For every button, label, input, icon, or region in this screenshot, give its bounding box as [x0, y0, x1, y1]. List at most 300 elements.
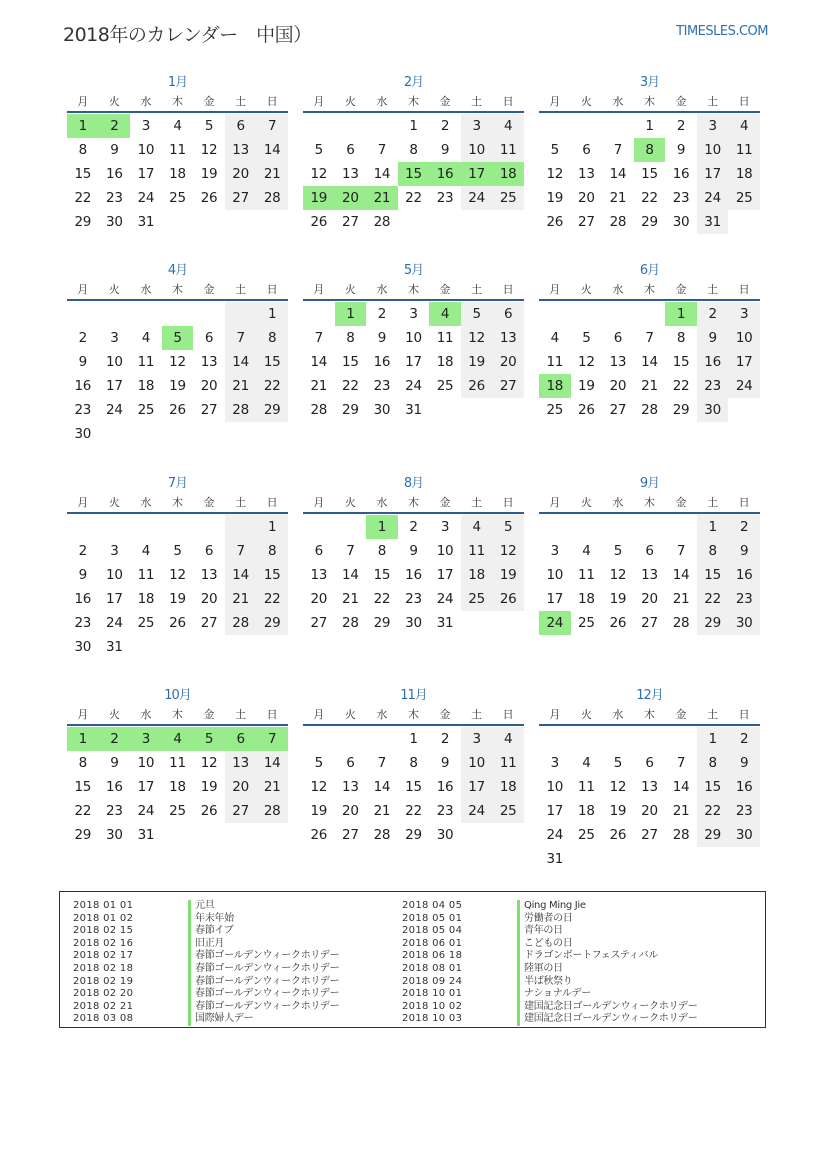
calendar-day: 6: [346, 755, 355, 771]
calendar-day: 20: [641, 803, 658, 819]
weekday-header: [539, 281, 760, 301]
calendar-day: 26: [169, 615, 186, 631]
calendar-day: 29: [697, 611, 729, 635]
holiday-day: 18: [492, 162, 524, 186]
month-name: 5月: [403, 263, 424, 278]
weekday-label: 木: [407, 95, 419, 108]
calendar-day: 29: [74, 827, 92, 843]
calendar-day: 27: [641, 615, 658, 631]
calendar-day: 11: [169, 142, 186, 158]
holiday-date: 2018 04 05: [402, 900, 463, 911]
calendar-day: 16: [74, 378, 92, 394]
weekday-label: 月: [549, 283, 561, 296]
holiday-name: 陸軍の日: [524, 962, 563, 974]
day-grid: [539, 515, 760, 635]
weekday-label: 土: [707, 283, 719, 296]
calendar-day: 24: [106, 402, 123, 418]
calendar-day: 16: [697, 350, 729, 374]
holiday-name: 半ば秋祭り: [524, 975, 573, 987]
weekday-label: 日: [502, 95, 514, 108]
holiday-date: 2018 02 19: [73, 975, 134, 987]
empty-cell: [303, 114, 335, 138]
month-name: 2月: [403, 75, 424, 90]
calendar-day: 18: [728, 162, 760, 186]
weekday-label: 水: [612, 496, 624, 509]
calendar-day: 13: [310, 567, 328, 583]
empty-cell: [193, 515, 225, 539]
calendar-day: 2: [409, 519, 418, 535]
holiday-name: 元旦: [195, 900, 215, 911]
calendar-day: 2: [440, 731, 450, 747]
weekday-header: [303, 93, 524, 113]
weekday-label: 日: [738, 708, 750, 721]
calendar-day: 26: [310, 827, 328, 843]
calendar-day: 22: [74, 803, 92, 819]
weekday-header: [539, 706, 760, 726]
holiday-row: [73, 1001, 339, 1014]
calendar-day: 9: [110, 142, 119, 158]
calendar-day: 18: [169, 166, 186, 182]
calendar-day: 27: [200, 615, 218, 631]
weekday-label: 日: [266, 283, 278, 296]
calendar-day: 19: [609, 803, 627, 819]
calendar-day: 30: [106, 827, 123, 843]
calendar-day: 14: [225, 350, 257, 374]
site-link[interactable]: TIMESLES.COM: [676, 24, 768, 39]
calendar-day: 4: [141, 543, 151, 559]
calendar-day: 23: [672, 190, 690, 206]
calendar-day: 10: [546, 779, 564, 795]
empty-cell: [303, 515, 335, 539]
weekday-label: 土: [471, 95, 483, 108]
calendar-day: 29: [672, 402, 690, 418]
calendar-day: 10: [461, 138, 493, 162]
holiday-date: 2018 02 16: [73, 937, 134, 949]
calendar-day: 3: [141, 118, 151, 134]
weekday-label: 金: [675, 95, 687, 108]
calendar-day: 28: [373, 214, 391, 230]
calendar-day: 7: [676, 755, 686, 771]
calendar-day: 11: [436, 330, 454, 346]
calendar-day: 27: [225, 186, 257, 210]
holiday-name: 労働者の日: [524, 912, 573, 924]
calendar-day: 28: [672, 615, 690, 631]
weekday-label: 木: [407, 496, 419, 509]
calendar-day: 12: [492, 539, 524, 563]
empty-cell: [539, 727, 571, 751]
holiday-date: 2018 02 18: [73, 962, 134, 974]
calendar-day: 25: [492, 799, 524, 823]
calendar-day: 14: [310, 354, 328, 370]
holiday-date: 2018 06 18: [402, 950, 463, 962]
weekday-label: 日: [266, 708, 278, 721]
holiday-day: 4: [162, 727, 194, 751]
calendar-day: 29: [256, 611, 288, 635]
calendar-day: 15: [405, 779, 422, 795]
calendar-day: 17: [106, 591, 123, 607]
holiday-date: 2018 01 01: [73, 900, 134, 911]
calendar-day: 11: [546, 354, 564, 370]
holiday-marker: [517, 976, 520, 989]
month-4: [67, 261, 288, 446]
calendar-day: 22: [672, 378, 690, 394]
month-12: [539, 686, 760, 871]
calendar-day: 15: [697, 563, 729, 587]
calendar-day: 5: [613, 543, 623, 559]
calendar-day: 9: [409, 543, 418, 559]
holiday-day: 15: [398, 162, 430, 186]
day-grid: [303, 302, 524, 422]
calendar-day: 12: [546, 166, 564, 182]
calendar-day: 22: [342, 378, 359, 394]
calendar-day: 11: [728, 138, 760, 162]
calendar-day: 13: [200, 354, 218, 370]
weekday-label: 水: [140, 283, 152, 296]
calendar-day: 15: [256, 350, 288, 374]
calendar-day: 26: [492, 587, 524, 611]
holiday-marker: [517, 938, 520, 951]
weekday-label: 金: [675, 283, 687, 296]
holiday-day: 1: [335, 302, 367, 326]
holiday-name: ドラゴンボートフェスティバル: [524, 950, 658, 962]
holiday-date: 2018 05 01: [402, 912, 463, 924]
calendar-day: 5: [314, 142, 323, 158]
calendar-day: 12: [609, 779, 627, 795]
calendar-day: 7: [645, 330, 654, 346]
month-11: [303, 686, 524, 847]
weekday-label: 火: [580, 496, 592, 509]
weekday-label: 火: [108, 496, 120, 509]
empty-cell: [130, 302, 162, 326]
holiday-row: [402, 900, 697, 913]
empty-cell: [303, 727, 335, 751]
calendar-day: 2: [728, 727, 760, 751]
weekday-label: 金: [675, 496, 687, 509]
calendar-day: 2: [728, 515, 760, 539]
calendar-day: 7: [256, 114, 288, 138]
calendar-day: 28: [225, 611, 257, 635]
calendar-day: 26: [609, 827, 627, 843]
calendar-day: 4: [492, 114, 524, 138]
calendar-day: 16: [373, 354, 391, 370]
calendar-day: 20: [310, 591, 328, 607]
calendar-day: 4: [173, 118, 182, 134]
day-grid: [303, 727, 524, 847]
calendar-day: 16: [728, 563, 760, 587]
calendar-day: 10: [106, 567, 123, 583]
calendar-day: 6: [204, 543, 214, 559]
calendar-day: 20: [578, 190, 595, 206]
holiday-marker: [517, 900, 520, 913]
calendar-day: 24: [461, 799, 493, 823]
weekday-label: 火: [344, 496, 356, 509]
calendar-day: 13: [225, 751, 257, 775]
holiday-row: [73, 925, 339, 938]
calendar-day: 25: [728, 186, 760, 210]
calendar-day: 26: [310, 214, 328, 230]
weekday-label: 金: [203, 496, 215, 509]
calendar-day: 3: [697, 114, 729, 138]
holiday-day: 3: [130, 727, 162, 751]
calendar-day: 18: [169, 779, 186, 795]
holiday-marker: [517, 963, 520, 976]
calendar-day: 24: [405, 378, 422, 394]
calendar-day: 28: [609, 214, 627, 230]
calendar-day: 31: [405, 402, 422, 418]
calendar-day: 8: [409, 755, 418, 771]
calendar-day: 26: [169, 402, 186, 418]
day-grid: [539, 114, 760, 234]
calendar-day: 24: [461, 186, 493, 210]
day-grid: [303, 515, 524, 635]
calendar-day: 18: [461, 563, 493, 587]
calendar-day: 6: [204, 330, 214, 346]
calendar-day: 29: [405, 827, 422, 843]
calendar-day: 14: [373, 166, 391, 182]
empty-cell: [634, 302, 666, 326]
calendar-day: 10: [137, 755, 155, 771]
calendar-day: 5: [204, 118, 214, 134]
holiday-row: [402, 925, 697, 938]
calendar-day: 4: [492, 727, 524, 751]
calendar-day: 1: [697, 727, 729, 751]
weekday-label: 火: [344, 708, 356, 721]
calendar-day: 12: [200, 142, 218, 158]
calendar-day: 23: [697, 374, 729, 398]
weekday-label: 木: [643, 95, 655, 108]
weekday-label: 月: [549, 708, 561, 721]
calendar-day: 21: [609, 190, 627, 206]
holiday-row: [402, 988, 697, 1001]
calendar-day: 19: [169, 591, 186, 607]
calendar-day: 19: [200, 166, 218, 182]
calendar-day: 3: [728, 302, 760, 326]
calendar-day: 25: [578, 615, 595, 631]
month-name: 7月: [167, 476, 188, 491]
holiday-day: 2: [99, 727, 131, 751]
calendar-day: 15: [373, 567, 391, 583]
calendar-day: 8: [78, 755, 87, 771]
month-name: 11月: [400, 688, 427, 703]
empty-cell: [571, 515, 603, 539]
calendar-day: 5: [550, 142, 559, 158]
weekday-label: 金: [203, 708, 215, 721]
calendar-day: 13: [641, 567, 658, 583]
holiday-marker: [188, 938, 191, 951]
calendar-day: 8: [697, 539, 729, 563]
calendar-day: 22: [405, 190, 422, 206]
calendar-day: 25: [546, 402, 564, 418]
calendar-day: 2: [676, 118, 686, 134]
calendar-day: 7: [377, 142, 387, 158]
weekday-label: 木: [171, 496, 183, 509]
weekday-label: 土: [235, 283, 247, 296]
month-7: [67, 474, 288, 659]
calendar-day: 21: [256, 775, 288, 799]
calendar-day: 12: [200, 755, 218, 771]
day-grid: [303, 114, 524, 234]
weekday-label: 水: [612, 283, 624, 296]
holiday-marker: [188, 925, 191, 938]
calendar-day: 21: [672, 803, 690, 819]
calendar-day: 3: [550, 755, 559, 771]
month-6: [539, 261, 760, 422]
calendar-day: 29: [256, 398, 288, 422]
holiday-date: 2018 02 21: [73, 1000, 134, 1012]
holiday-marker: [188, 950, 191, 963]
holiday-day: 2: [99, 114, 131, 138]
calendar-day: 20: [342, 803, 359, 819]
calendar-day: 6: [582, 142, 591, 158]
weekday-label: 火: [344, 95, 356, 108]
weekday-label: 水: [376, 708, 388, 721]
calendar-day: 28: [225, 398, 257, 422]
holiday-name: 春節ゴールデンウィークホリデー: [195, 1000, 340, 1012]
calendar-day: 6: [314, 543, 323, 559]
calendar-day: 3: [461, 727, 493, 751]
calendar-day: 18: [578, 591, 595, 607]
calendar-day: 17: [137, 779, 155, 795]
month-1: [67, 73, 288, 234]
holiday-marker: [188, 913, 191, 926]
holiday-date: 2018 08 01: [402, 962, 463, 974]
empty-cell: [539, 114, 571, 138]
calendar-day: 29: [373, 615, 391, 631]
calendar-day: 5: [173, 543, 182, 559]
calendar-day: 20: [200, 591, 218, 607]
empty-cell: [130, 515, 162, 539]
calendar-day: 19: [609, 591, 627, 607]
month-9: [539, 474, 760, 635]
calendar-day: 19: [200, 779, 218, 795]
calendar-day: 3: [110, 330, 119, 346]
weekday-label: 木: [643, 283, 655, 296]
month-name: 3月: [639, 75, 660, 90]
calendar-day: 22: [697, 587, 729, 611]
calendar-day: 23: [728, 799, 760, 823]
holiday-marker: [517, 913, 520, 926]
calendar-day: 20: [225, 162, 257, 186]
calendar-day: 12: [169, 354, 186, 370]
calendar-day: 14: [225, 563, 257, 587]
month-name: 9月: [639, 476, 660, 491]
calendar-day: 27: [342, 214, 359, 230]
calendar-day: 13: [641, 779, 658, 795]
weekday-label: 水: [140, 496, 152, 509]
calendar-day: 21: [641, 378, 658, 394]
holiday-day: 5: [162, 326, 194, 350]
calendar-day: 1: [409, 731, 418, 747]
weekday-label: 土: [707, 95, 719, 108]
month-5: [303, 261, 524, 422]
calendar-day: 21: [225, 374, 257, 398]
holiday-row: [73, 1013, 339, 1026]
calendar-day: 10: [106, 354, 123, 370]
calendar-day: 6: [225, 114, 257, 138]
calendar-day: 18: [137, 591, 155, 607]
holiday-date: 2018 06 01: [402, 937, 463, 949]
calendar-day: 21: [310, 378, 328, 394]
calendar-day: 27: [641, 827, 658, 843]
calendar-day: 22: [256, 587, 288, 611]
weekday-label: 水: [376, 95, 388, 108]
calendar-day: 22: [74, 190, 92, 206]
calendar-day: 5: [314, 755, 323, 771]
weekday-label: 水: [140, 708, 152, 721]
calendar-day: 7: [613, 142, 623, 158]
calendar-day: 15: [342, 354, 359, 370]
holiday-day: 1: [67, 114, 99, 138]
holiday-name: こどもの日: [524, 937, 573, 949]
empty-cell: [602, 114, 634, 138]
holiday-marker: [517, 925, 520, 938]
calendar-day: 6: [613, 330, 623, 346]
weekday-label: 木: [643, 708, 655, 721]
empty-cell: [602, 302, 634, 326]
calendar-day: 5: [613, 755, 623, 771]
weekday-label: 日: [266, 496, 278, 509]
calendar-day: 15: [74, 779, 92, 795]
weekday-header: [67, 281, 288, 301]
calendar-day: 27: [342, 827, 359, 843]
calendar-day: 9: [377, 330, 387, 346]
weekday-header: [303, 281, 524, 301]
holiday-date: 2018 09 24: [402, 975, 463, 987]
calendar-day: 14: [672, 779, 690, 795]
calendar-day: 18: [578, 803, 595, 819]
calendar-day: 2: [78, 543, 87, 559]
weekday-label: 月: [313, 496, 325, 509]
holiday-marker: [188, 900, 191, 913]
month-name: 4月: [167, 263, 188, 278]
calendar-day: 25: [461, 587, 493, 611]
calendar-day: 1: [697, 515, 729, 539]
holiday-marker: [517, 988, 520, 1001]
calendar-day: 1: [256, 302, 288, 326]
calendar-day: 7: [225, 326, 257, 350]
calendar-day: 7: [676, 543, 686, 559]
calendar-day: 11: [169, 755, 186, 771]
calendar-day: 6: [645, 543, 654, 559]
weekday-label: 土: [471, 283, 483, 296]
day-grid: [67, 727, 288, 847]
day-grid: [67, 515, 288, 659]
holiday-row: [73, 963, 339, 976]
calendar-day: 19: [461, 350, 493, 374]
calendar-day: 7: [346, 543, 355, 559]
calendar-day: 8: [377, 543, 387, 559]
calendar-day: 8: [256, 326, 288, 350]
weekday-label: 日: [738, 283, 750, 296]
calendar-day: 25: [169, 803, 186, 819]
calendar-day: 7: [377, 755, 387, 771]
calendar-day: 2: [697, 302, 729, 326]
calendar-day: 3: [110, 543, 119, 559]
holiday-day: 19: [303, 186, 335, 210]
day-grid: [539, 727, 760, 871]
weekday-label: 金: [203, 95, 215, 108]
calendar-day: 8: [409, 142, 418, 158]
calendar-day: 10: [436, 543, 454, 559]
weekday-label: 月: [313, 95, 325, 108]
month-name: 6月: [639, 263, 660, 278]
holiday-row: [73, 950, 339, 963]
calendar-day: 17: [546, 803, 564, 819]
calendar-day: 12: [578, 354, 595, 370]
holiday-row: [73, 938, 339, 951]
calendar-day: 31: [697, 210, 729, 234]
calendar-day: 11: [578, 567, 595, 583]
